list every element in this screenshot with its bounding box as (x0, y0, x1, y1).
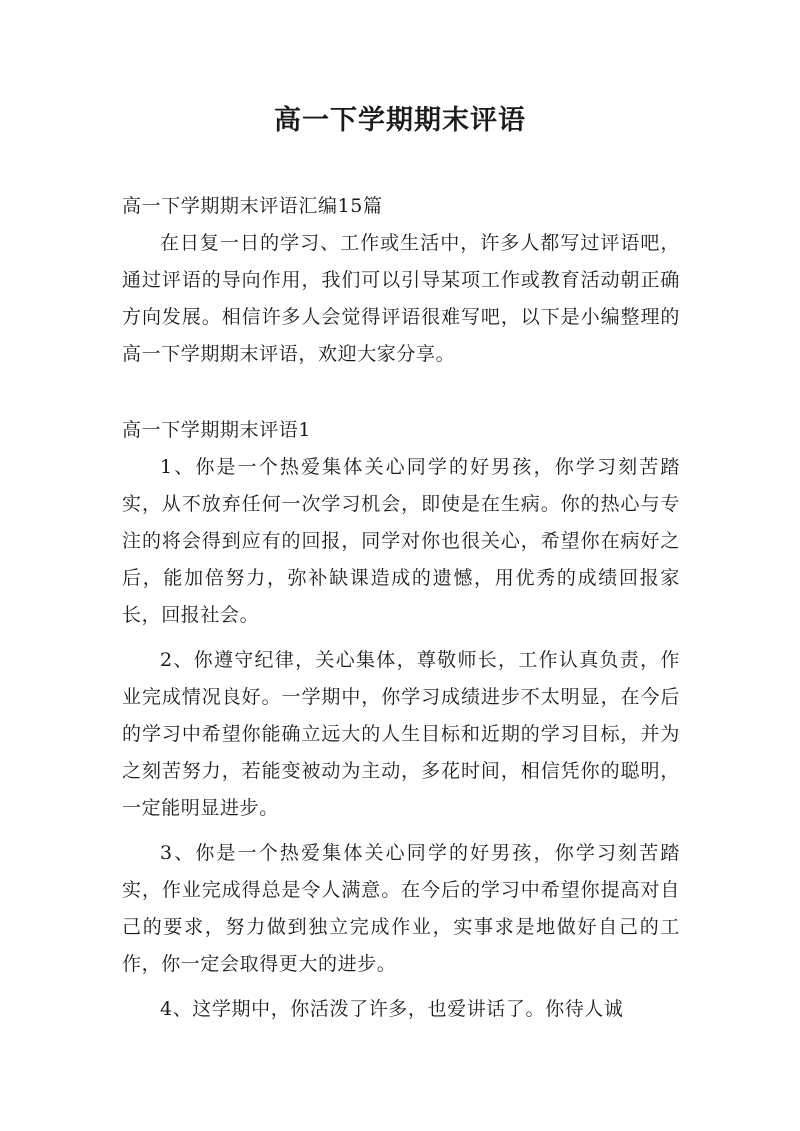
comment-item-4: 4、这学期中，你活泼了许多，也爱讲话了。你待人诚 (160, 998, 624, 1020)
comment-item-1: 1、你是一个热爱集体关心同学的好男孩，你学习刻苦踏实，从不放弃任何一次学习机会，即使是在生病。你的热心与专注的将会得到应有的回报，同学对你也很关心，希望你在病好之后，能加倍努力，弥补缺课造成的遗憾，用优秀的成绩回报家长，回报社会。 (122, 456, 680, 626)
comment-item-3: 3、你是一个热爱集体关心同学的好男孩，你学习刻苦踏实，作业完成得总是令人满意。在今后的学习中希望你提高对自己的要求，努力做到独立完成作业，实事求是地做好自己的工作，你一定会取得更大的进步。 (122, 842, 680, 975)
intro-paragraph: 在日复一日的学习、工作或生活中，许多人都写过评语吧，通过评语的导向作用，我们可以引导某项工作或教育活动朝正确方向发展。相信许多人会觉得评语很难写吧，以下是小编整理的高一下学期期末评语，欢迎大家分享。 (122, 232, 680, 365)
collection-heading: 高一下学期期末评语汇编15篇 (122, 195, 383, 217)
comment-list (122, 449, 680, 1036)
section-heading: 高一下学期期末评语1 (122, 419, 312, 441)
page-title: 高一下学期期末评语 (274, 105, 526, 136)
comment-item-2: 2、你遵守纪律，关心集体，尊敬师长，工作认真负责，作业完成情况良好。一学期中，你学习成绩进步不太明显，在今后的学习中希望你能确立远大的人生目标和近期的学习目标，并为之刻苦努力，若能变被动为主动，多花时间，相信凭你的聪明，一定能明显进步。 (122, 649, 680, 819)
